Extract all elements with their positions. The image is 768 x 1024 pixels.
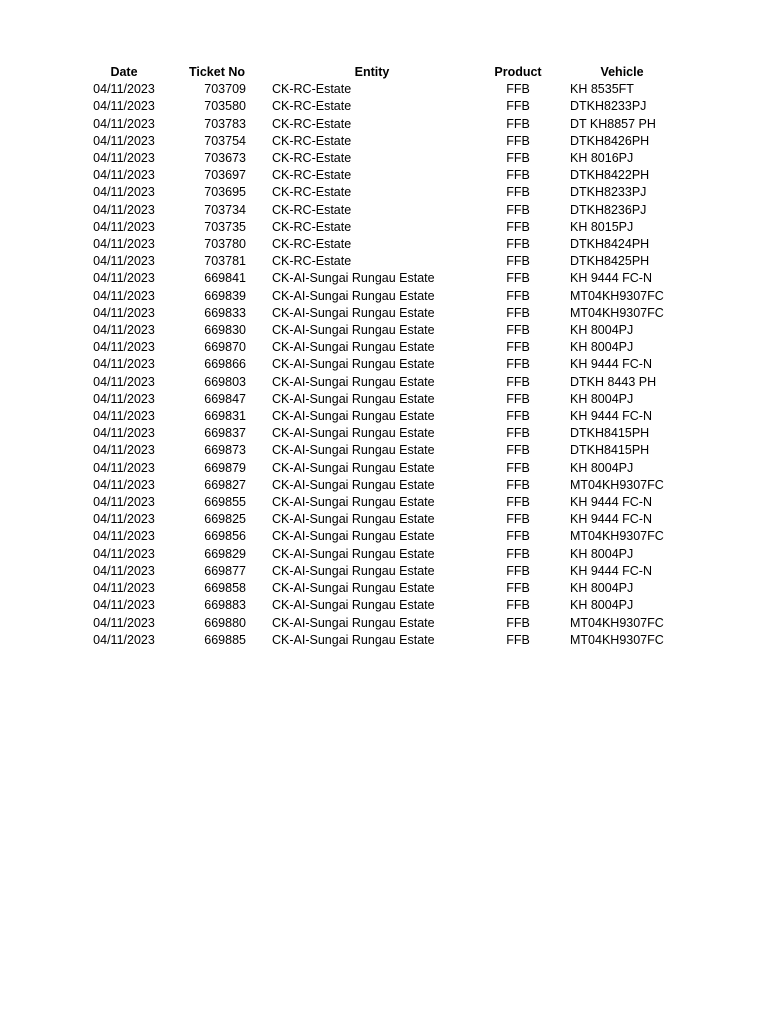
table-row bbox=[80, 81, 680, 98]
cell-date: 04/11/2023 bbox=[93, 271, 155, 286]
cell-entity: CK-AI-Sungai Rungau Estate bbox=[272, 305, 435, 320]
cell-vehicle: DTKH8424PH bbox=[570, 237, 650, 252]
cell-date: 04/11/2023 bbox=[93, 237, 155, 252]
cell-vehicle: KH 9444 FC-N bbox=[570, 495, 652, 510]
table-row bbox=[80, 597, 680, 614]
cell-entity: CK-RC-Estate bbox=[272, 185, 352, 200]
cell-entity: CK-AI-Sungai Rungau Estate bbox=[272, 512, 435, 527]
cell-vehicle: KH 8004PJ bbox=[570, 546, 634, 561]
table-body bbox=[80, 81, 680, 649]
cell-ticket-no: 703780 bbox=[204, 237, 246, 252]
table-row bbox=[80, 253, 680, 270]
cell-entity: CK-AI-Sungai Rungau Estate bbox=[272, 271, 435, 286]
table-row bbox=[80, 494, 680, 511]
cell-vehicle: DT KH8857 PH bbox=[570, 116, 656, 131]
cell-vehicle: DTKH8236PJ bbox=[570, 202, 647, 217]
table-row bbox=[80, 374, 680, 391]
cell-entity: CK-AI-Sungai Rungau Estate bbox=[272, 288, 435, 303]
cell-entity: CK-AI-Sungai Rungau Estate bbox=[272, 615, 435, 630]
header-entity: Entity bbox=[354, 65, 390, 79]
cell-product: FFB bbox=[506, 391, 530, 406]
cell-entity: CK-RC-Estate bbox=[272, 219, 352, 234]
table-row bbox=[80, 288, 680, 305]
cell-product: FFB bbox=[506, 151, 530, 166]
cell-date: 04/11/2023 bbox=[93, 477, 155, 492]
table-row bbox=[80, 528, 680, 545]
cell-vehicle: DTKH8415PH bbox=[570, 443, 650, 458]
cell-vehicle: KH 9444 FC-N bbox=[570, 357, 652, 372]
cell-entity: CK-AI-Sungai Rungau Estate bbox=[272, 563, 435, 578]
cell-date: 04/11/2023 bbox=[93, 357, 155, 372]
cell-ticket-no: 669830 bbox=[204, 323, 246, 338]
cell-product: FFB bbox=[506, 323, 530, 338]
cell-vehicle: KH 8004PJ bbox=[570, 460, 634, 475]
table-row bbox=[80, 408, 680, 425]
table-row bbox=[80, 580, 680, 597]
cell-product: FFB bbox=[506, 133, 530, 148]
cell-entity: CK-AI-Sungai Rungau Estate bbox=[272, 443, 435, 458]
cell-product: FFB bbox=[506, 99, 530, 114]
cell-product: FFB bbox=[506, 237, 530, 252]
table-row bbox=[80, 236, 680, 253]
cell-ticket-no: 703697 bbox=[204, 168, 246, 183]
cell-vehicle: MT04KH9307FC bbox=[570, 305, 664, 320]
cell-ticket-no: 669847 bbox=[204, 391, 246, 406]
cell-vehicle: MT04KH9307FC bbox=[570, 529, 664, 544]
cell-product: FFB bbox=[506, 374, 530, 389]
cell-product: FFB bbox=[506, 254, 530, 269]
table-row bbox=[80, 150, 680, 167]
cell-ticket-no: 703673 bbox=[204, 151, 246, 166]
table-row bbox=[80, 133, 680, 150]
table-row bbox=[80, 356, 680, 373]
cell-ticket-no: 703781 bbox=[204, 254, 246, 269]
table-row bbox=[80, 511, 680, 528]
cell-product: FFB bbox=[506, 632, 530, 647]
cell-ticket-no: 669877 bbox=[204, 563, 246, 578]
cell-ticket-no: 703580 bbox=[204, 99, 246, 114]
table-row bbox=[80, 116, 680, 133]
table-header bbox=[80, 64, 680, 81]
cell-ticket-no: 669825 bbox=[204, 512, 246, 527]
cell-entity: CK-AI-Sungai Rungau Estate bbox=[272, 357, 435, 372]
cell-vehicle: DTKH8425PH bbox=[570, 254, 650, 269]
cell-ticket-no: 703734 bbox=[204, 202, 246, 217]
cell-date: 04/11/2023 bbox=[93, 133, 155, 148]
cell-entity: CK-RC-Estate bbox=[272, 133, 352, 148]
cell-vehicle: DTKH8233PJ bbox=[570, 99, 647, 114]
cell-entity: CK-RC-Estate bbox=[272, 151, 352, 166]
cell-vehicle: KH 9444 FC-N bbox=[570, 271, 652, 286]
cell-vehicle: KH 8015PJ bbox=[570, 219, 634, 234]
table-row bbox=[80, 425, 680, 442]
cell-vehicle: KH 9444 FC-N bbox=[570, 563, 652, 578]
cell-date: 04/11/2023 bbox=[93, 219, 155, 234]
cell-vehicle: KH 8016PJ bbox=[570, 151, 634, 166]
cell-vehicle: KH 8004PJ bbox=[570, 581, 634, 596]
cell-ticket-no: 703735 bbox=[204, 219, 246, 234]
cell-date: 04/11/2023 bbox=[93, 443, 155, 458]
cell-vehicle: DTKH8415PH bbox=[570, 426, 650, 441]
cell-product: FFB bbox=[506, 426, 530, 441]
cell-entity: CK-AI-Sungai Rungau Estate bbox=[272, 632, 435, 647]
table-row bbox=[80, 391, 680, 408]
cell-date: 04/11/2023 bbox=[93, 202, 155, 217]
cell-product: FFB bbox=[506, 82, 530, 97]
cell-vehicle: KH 8004PJ bbox=[570, 340, 634, 355]
weighbridge-ticket-table bbox=[80, 64, 680, 649]
cell-product: FFB bbox=[506, 443, 530, 458]
table-row bbox=[80, 477, 680, 494]
cell-ticket-no: 703754 bbox=[204, 133, 246, 148]
cell-vehicle: MT04KH9307FC bbox=[570, 615, 664, 630]
cell-entity: CK-AI-Sungai Rungau Estate bbox=[272, 495, 435, 510]
cell-product: FFB bbox=[506, 219, 530, 234]
cell-vehicle: MT04KH9307FC bbox=[570, 477, 664, 492]
cell-ticket-no: 669829 bbox=[204, 546, 246, 561]
cell-ticket-no: 703783 bbox=[204, 116, 246, 131]
cell-vehicle: KH 8535FT bbox=[570, 82, 634, 97]
cell-entity: CK-AI-Sungai Rungau Estate bbox=[272, 529, 435, 544]
cell-date: 04/11/2023 bbox=[93, 563, 155, 578]
cell-vehicle: DTKH 8443 PH bbox=[570, 374, 657, 389]
cell-ticket-no: 703695 bbox=[204, 185, 246, 200]
cell-product: FFB bbox=[506, 563, 530, 578]
cell-date: 04/11/2023 bbox=[93, 632, 155, 647]
cell-vehicle: KH 9444 FC-N bbox=[570, 409, 652, 424]
cell-date: 04/11/2023 bbox=[93, 168, 155, 183]
cell-product: FFB bbox=[506, 271, 530, 286]
table-row bbox=[80, 184, 680, 201]
cell-date: 04/11/2023 bbox=[93, 82, 155, 97]
cell-date: 04/11/2023 bbox=[93, 615, 155, 630]
cell-product: FFB bbox=[506, 116, 530, 131]
cell-product: FFB bbox=[506, 460, 530, 475]
cell-vehicle: MT04KH9307FC bbox=[570, 288, 664, 303]
cell-date: 04/11/2023 bbox=[93, 409, 155, 424]
cell-entity: CK-AI-Sungai Rungau Estate bbox=[272, 340, 435, 355]
cell-ticket-no: 669856 bbox=[204, 529, 246, 544]
cell-product: FFB bbox=[506, 581, 530, 596]
cell-entity: CK-AI-Sungai Rungau Estate bbox=[272, 546, 435, 561]
cell-date: 04/11/2023 bbox=[93, 426, 155, 441]
table-row bbox=[80, 632, 680, 649]
cell-date: 04/11/2023 bbox=[93, 254, 155, 269]
table-row bbox=[80, 563, 680, 580]
cell-ticket-no: 669855 bbox=[204, 495, 246, 510]
cell-date: 04/11/2023 bbox=[93, 581, 155, 596]
cell-date: 04/11/2023 bbox=[93, 495, 155, 510]
cell-entity: CK-RC-Estate bbox=[272, 82, 352, 97]
cell-entity: CK-AI-Sungai Rungau Estate bbox=[272, 391, 435, 406]
cell-date: 04/11/2023 bbox=[93, 391, 155, 406]
cell-product: FFB bbox=[506, 495, 530, 510]
cell-entity: CK-AI-Sungai Rungau Estate bbox=[272, 426, 435, 441]
cell-date: 04/11/2023 bbox=[93, 598, 155, 613]
table-row bbox=[80, 202, 680, 219]
header-row bbox=[80, 64, 680, 81]
cell-date: 04/11/2023 bbox=[93, 512, 155, 527]
cell-vehicle: KH 9444 FC-N bbox=[570, 512, 652, 527]
cell-vehicle: KH 8004PJ bbox=[570, 323, 634, 338]
cell-ticket-no: 669883 bbox=[204, 598, 246, 613]
cell-date: 04/11/2023 bbox=[93, 374, 155, 389]
cell-entity: CK-AI-Sungai Rungau Estate bbox=[272, 374, 435, 389]
cell-date: 04/11/2023 bbox=[93, 340, 155, 355]
cell-product: FFB bbox=[506, 168, 530, 183]
cell-date: 04/11/2023 bbox=[93, 116, 155, 131]
table-row bbox=[80, 460, 680, 477]
cell-vehicle: MT04KH9307FC bbox=[570, 632, 664, 647]
cell-entity: CK-AI-Sungai Rungau Estate bbox=[272, 581, 435, 596]
cell-ticket-no: 669837 bbox=[204, 426, 246, 441]
cell-date: 04/11/2023 bbox=[93, 460, 155, 475]
cell-ticket-no: 669831 bbox=[204, 409, 246, 424]
cell-date: 04/11/2023 bbox=[93, 323, 155, 338]
header-vehicle: Vehicle bbox=[600, 65, 644, 79]
cell-ticket-no: 669827 bbox=[204, 477, 246, 492]
table-row bbox=[80, 98, 680, 115]
cell-entity: CK-RC-Estate bbox=[272, 116, 352, 131]
cell-ticket-no: 669803 bbox=[204, 374, 246, 389]
cell-vehicle: DTKH8422PH bbox=[570, 168, 650, 183]
cell-product: FFB bbox=[506, 305, 530, 320]
table-row bbox=[80, 442, 680, 459]
cell-product: FFB bbox=[506, 202, 530, 217]
cell-ticket-no: 669841 bbox=[204, 271, 246, 286]
cell-ticket-no: 669839 bbox=[204, 288, 246, 303]
cell-entity: CK-RC-Estate bbox=[272, 237, 352, 252]
cell-product: FFB bbox=[506, 529, 530, 544]
table-row bbox=[80, 546, 680, 563]
cell-product: FFB bbox=[506, 340, 530, 355]
table-row bbox=[80, 322, 680, 339]
header-ticket-no: Ticket No bbox=[188, 65, 246, 79]
table-row bbox=[80, 615, 680, 632]
cell-vehicle: DTKH8233PJ bbox=[570, 185, 647, 200]
table-row bbox=[80, 167, 680, 184]
cell-date: 04/11/2023 bbox=[93, 288, 155, 303]
cell-product: FFB bbox=[506, 185, 530, 200]
table-row bbox=[80, 305, 680, 322]
cell-date: 04/11/2023 bbox=[93, 305, 155, 320]
cell-ticket-no: 669870 bbox=[204, 340, 246, 355]
cell-entity: CK-RC-Estate bbox=[272, 254, 352, 269]
cell-ticket-no: 669858 bbox=[204, 581, 246, 596]
cell-entity: CK-AI-Sungai Rungau Estate bbox=[272, 323, 435, 338]
header-product: Product bbox=[494, 65, 542, 79]
cell-date: 04/11/2023 bbox=[93, 529, 155, 544]
cell-entity: CK-AI-Sungai Rungau Estate bbox=[272, 409, 435, 424]
cell-product: FFB bbox=[506, 288, 530, 303]
document-page bbox=[0, 64, 768, 649]
cell-date: 04/11/2023 bbox=[93, 185, 155, 200]
cell-date: 04/11/2023 bbox=[93, 151, 155, 166]
table-row bbox=[80, 219, 680, 236]
cell-vehicle: DTKH8426PH bbox=[570, 133, 650, 148]
header-date: Date bbox=[110, 65, 138, 79]
cell-entity: CK-RC-Estate bbox=[272, 168, 352, 183]
cell-product: FFB bbox=[506, 615, 530, 630]
table-row bbox=[80, 270, 680, 287]
cell-product: FFB bbox=[506, 357, 530, 372]
cell-entity: CK-RC-Estate bbox=[272, 99, 352, 114]
cell-product: FFB bbox=[506, 409, 530, 424]
cell-entity: CK-AI-Sungai Rungau Estate bbox=[272, 477, 435, 492]
cell-entity: CK-AI-Sungai Rungau Estate bbox=[272, 598, 435, 613]
cell-ticket-no: 669866 bbox=[204, 357, 246, 372]
cell-entity: CK-AI-Sungai Rungau Estate bbox=[272, 460, 435, 475]
cell-vehicle: KH 8004PJ bbox=[570, 391, 634, 406]
cell-product: FFB bbox=[506, 512, 530, 527]
table-row bbox=[80, 339, 680, 356]
cell-product: FFB bbox=[506, 598, 530, 613]
cell-product: FFB bbox=[506, 546, 530, 561]
cell-ticket-no: 669873 bbox=[204, 443, 246, 458]
cell-ticket-no: 669885 bbox=[204, 632, 246, 647]
cell-ticket-no: 669833 bbox=[204, 305, 246, 320]
cell-ticket-no: 703709 bbox=[204, 82, 246, 97]
cell-date: 04/11/2023 bbox=[93, 546, 155, 561]
cell-ticket-no: 669880 bbox=[204, 615, 246, 630]
cell-date: 04/11/2023 bbox=[93, 99, 155, 114]
cell-ticket-no: 669879 bbox=[204, 460, 246, 475]
cell-product: FFB bbox=[506, 477, 530, 492]
cell-vehicle: KH 8004PJ bbox=[570, 598, 634, 613]
cell-entity: CK-RC-Estate bbox=[272, 202, 352, 217]
